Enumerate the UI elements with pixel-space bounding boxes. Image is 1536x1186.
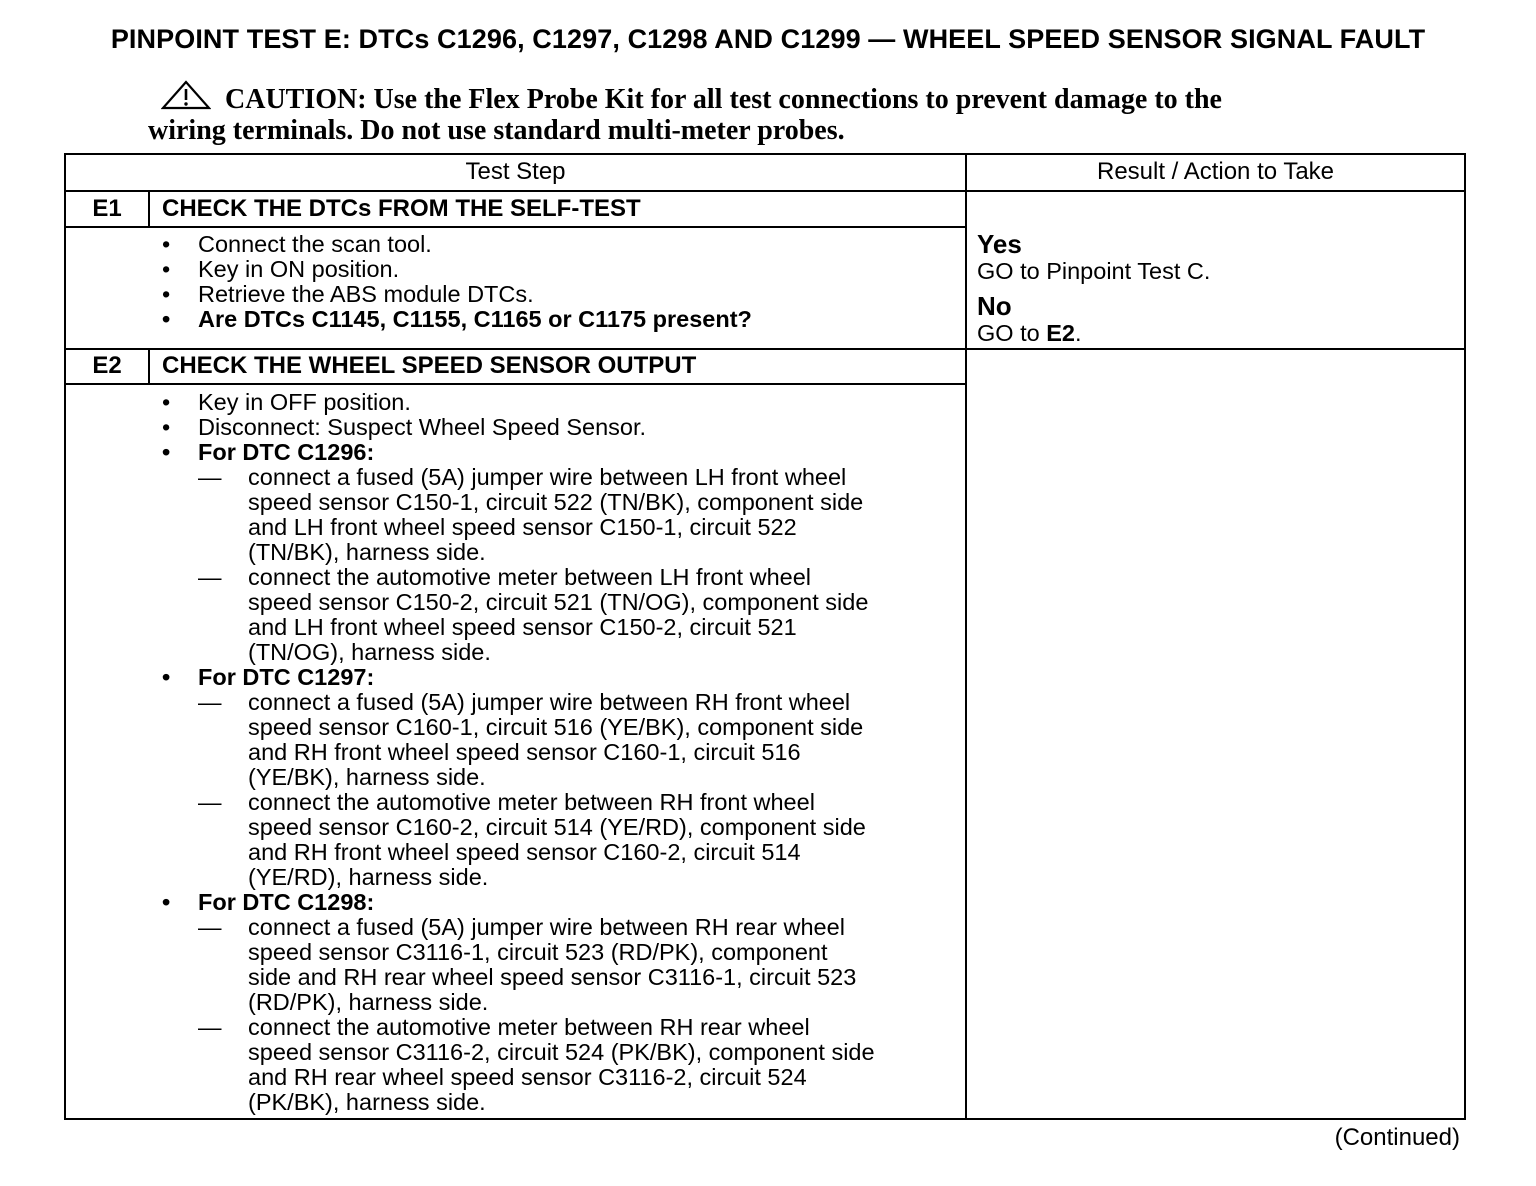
list-item: • Retrieve the ABS module DTCs. <box>162 281 534 307</box>
list-item: • Disconnect: Suspect Wheel Speed Sensor. <box>162 414 647 440</box>
result-yes-action: GO to Pinpoint Test C. <box>977 258 1211 284</box>
page-title: PINPOINT TEST E: DTCs C1296, C1297, C1298 AND C1299 — WHEEL SPEED SENSOR SIGNAL FAULT <box>110 24 1426 54</box>
result-no-action: GO to E2. <box>977 320 1082 346</box>
step-body-e2 <box>156 390 875 1115</box>
caution-note <box>148 80 1388 146</box>
sub-item: — connect a fused (5A) jumper wire between LH front wheel speed sensor C150-1, circuit 522 (TN/BK), component side and LH front wheel speed sensor C150-1, circuit 522 (TN/BK), harness side. <box>198 464 864 565</box>
header-test-step: Test Step <box>465 158 566 185</box>
pinpoint-test-table <box>64 153 1466 1120</box>
sub-item: — connect a fused (5A) jumper wire between RH rear wheel speed sensor C3116-1, circuit 523 (RD/PK), component side and RH rear wheel speed sensor C3116-1, circuit 523 (RD/PK), harness side. <box>198 914 857 1015</box>
dtc-heading-c1298: • For DTC C1298: <box>162 889 375 915</box>
dtc-heading-c1296: • For DTC C1296: <box>162 439 375 465</box>
list-item: • Connect the scan tool. <box>162 231 432 257</box>
dtc-heading-c1297: • For DTC C1297: <box>162 664 375 690</box>
sub-item: — connect the automotive meter between RH front wheel speed sensor C160-2, circuit 514 (YE/RD), component side and RH front wheel speed sensor C160-2, circuit 514 (YE/RD), harness side. <box>198 789 866 890</box>
sub-item: — connect the automotive meter between RH rear wheel speed sensor C3116-2, circuit 524 (PK/BK), component side and RH rear wheel speed sensor C3116-2, circuit 524 (PK/BK), harness side. <box>198 1014 875 1115</box>
header-result-action: Result / Action to Take <box>1096 158 1335 185</box>
list-item: • Key in OFF position. <box>162 389 411 415</box>
list-item: • Key in ON position. <box>162 256 400 282</box>
list-item-question: • Are DTCs C1145, C1155, C1165 or C1175 present? <box>162 306 752 332</box>
warning-triangle-icon <box>161 80 211 110</box>
caution-line-1: CAUTION: Use the Flex Probe Kit for all test connections to prevent damage to the <box>225 84 1222 115</box>
continued-label: (Continued) <box>1334 1124 1460 1151</box>
sub-item: — connect a fused (5A) jumper wire between RH front wheel speed sensor C160-1, circuit 516 (YE/BK), component side and RH front wheel speed sensor C160-1, circuit 516 (YE/BK), harness side. <box>198 689 864 790</box>
caution-line-2: wiring terminals. Do not use standard multi-meter probes. <box>148 115 845 146</box>
result-no-label: No <box>977 291 1012 321</box>
result-e1 <box>977 230 1210 346</box>
step-title-e2: CHECK THE WHEEL SPEED SENSOR OUTPUT <box>162 352 697 379</box>
step-id-e2: E2 <box>92 352 122 379</box>
step-title-e1: CHECK THE DTCs FROM THE SELF-TEST <box>162 195 641 222</box>
step-id-e1: E1 <box>92 195 122 222</box>
sub-item: — connect the automotive meter between LH front wheel speed sensor C150-2, circuit 521 (TN/OG), component side and LH front wheel speed sensor C150-2, circuit 521 (TN/OG), harness side. <box>198 564 869 665</box>
step-body-e1 <box>156 232 752 332</box>
result-yes-label: Yes <box>977 229 1022 259</box>
